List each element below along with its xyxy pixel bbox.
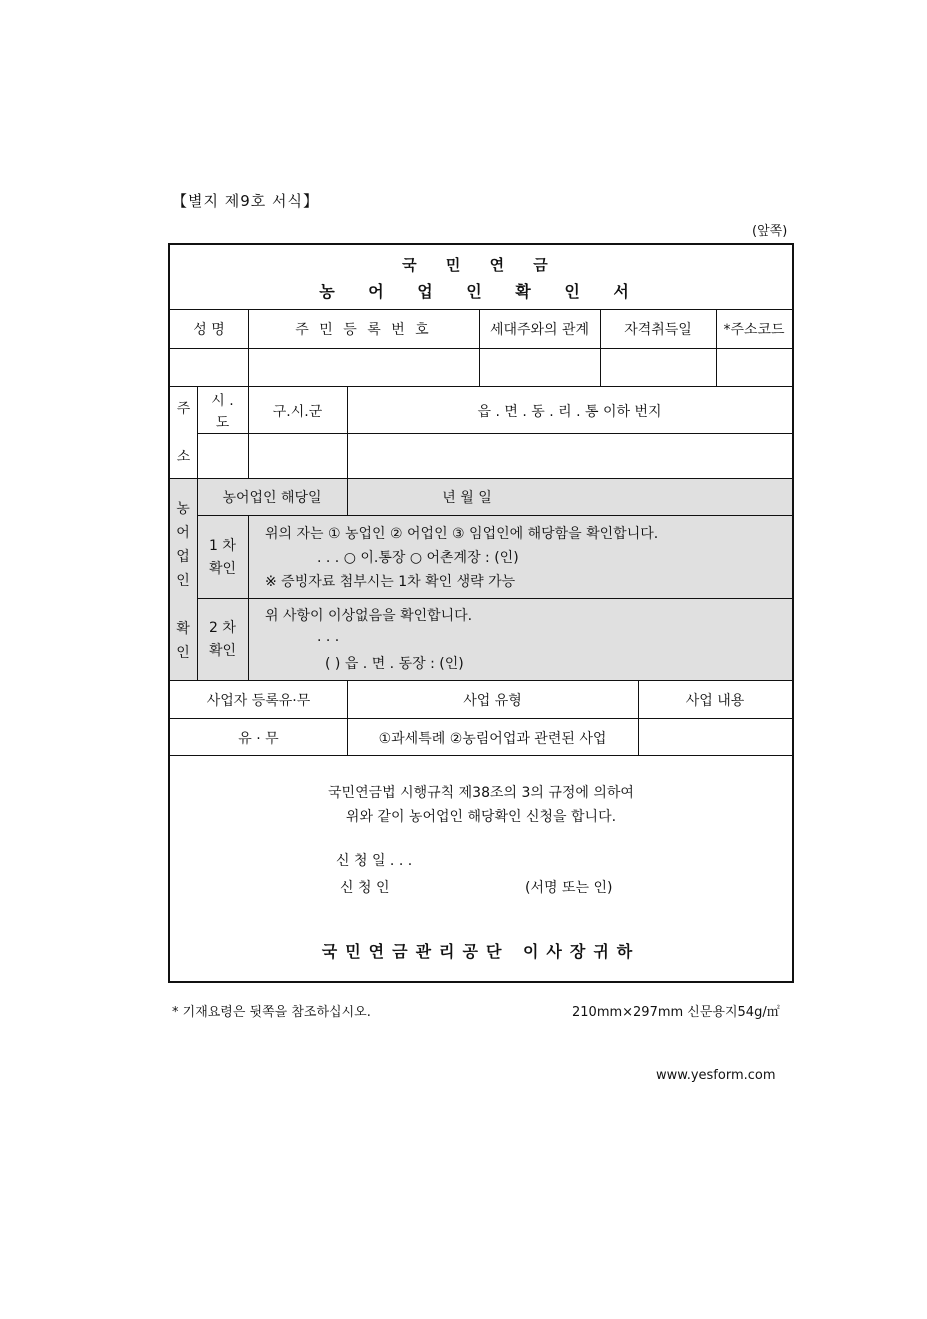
- page-side-label: (앞쪽): [752, 224, 788, 239]
- second-confirm-label-line2: 확인: [208, 643, 237, 659]
- first-confirm-label-line1: 1 차: [209, 538, 236, 554]
- form-label: 【별지 제9호 서식】: [172, 192, 320, 210]
- business-type-header: 사업 유형: [463, 693, 522, 709]
- header-qualification-date: 자격취득일: [624, 322, 692, 338]
- application-date: 신 청 일 . . .: [336, 853, 413, 869]
- website-link[interactable]: www.yesform.com: [656, 1068, 776, 1083]
- header-name: 성 명: [193, 322, 225, 338]
- header-household-relation: 세대주와의 관계: [489, 322, 590, 338]
- second-confirm-label-line1: 2 차: [209, 620, 236, 636]
- application-line2: 위와 같이 농어업인 해당확인 신청을 합니다.: [345, 809, 617, 825]
- address-sido-line2: 도: [215, 415, 230, 431]
- form-title: 농 어 업 인 확 인 서: [319, 282, 643, 301]
- title-line1: 국 민 연 금: [402, 256, 560, 274]
- applicant-label: 신 청 인: [340, 880, 390, 896]
- farmer-side-label: 농 어 업 인 확 인: [176, 501, 190, 661]
- business-reg-header: 사업자 등록유·무: [206, 693, 311, 709]
- first-confirm-line2: . . . ○ 이.통장 ○ 어촌계장 : (인): [317, 550, 519, 566]
- business-content-header: 사업 내용: [685, 693, 745, 709]
- footer-note: * 기재요령은 뒷쪽을 참조하십시오.: [172, 1005, 371, 1020]
- header-address-code: *주소코드: [723, 322, 785, 338]
- applicable-date-label: 농어업인 해당일: [222, 490, 322, 506]
- first-confirm-line1: 위의 자는 ① 농업인 ② 어업인 ③ 임업인에 해당함을 확인합니다.: [265, 526, 659, 542]
- address-gu: 구.시.군: [272, 404, 323, 420]
- address-sido-line1: 시 .: [211, 393, 234, 409]
- business-reg-value: 유 · 무: [238, 731, 279, 747]
- second-confirm-line3: ( ) 읍 . 면 . 동장 : (인): [325, 656, 464, 672]
- form-table: [168, 243, 794, 983]
- address-label-bottom: 소: [176, 449, 191, 465]
- header-resident-number: 주 민 등 록 번 호: [295, 322, 432, 338]
- address-label-top: 주: [176, 401, 191, 417]
- first-confirm-note: ※ 증빙자료 첨부시는 1차 확인 생략 가능: [265, 574, 516, 590]
- application-line1: 국민연금법 시행규칙 제38조의 3의 규정에 의하여: [328, 785, 634, 801]
- paper-spec: 210mm×297mm 신문용지54g/㎡: [572, 1005, 780, 1020]
- business-type-value: ①과세특례 ②농림어업과 관련된 사업: [378, 731, 607, 747]
- signature-hint: (서명 또는 인): [525, 880, 613, 896]
- second-confirm-line2: . . .: [317, 629, 340, 645]
- second-confirm-line1: 위 사항이 이상없음을 확인합니다.: [265, 608, 473, 624]
- applicable-date-value: 년 월 일: [442, 490, 492, 506]
- recipient-line: 국민연금관리공단 이사장귀하: [321, 942, 641, 961]
- address-detail: 읍 . 면 . 동 . 리 . 통 이하 번지: [477, 404, 662, 420]
- first-confirm-label-line2: 확인: [208, 561, 237, 577]
